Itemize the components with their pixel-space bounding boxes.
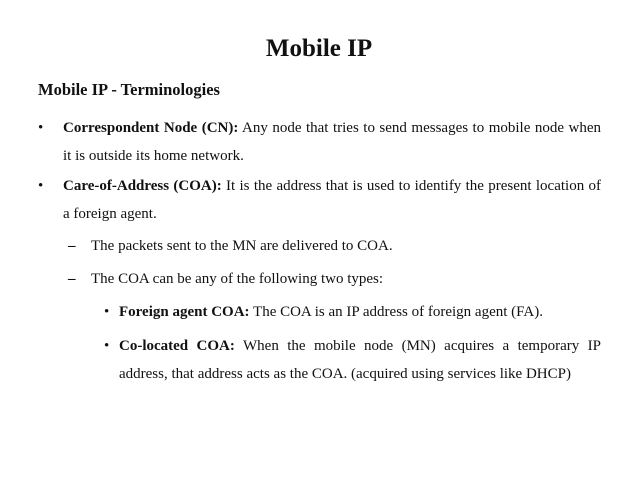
sub-sub-bullet-text (119, 298, 601, 326)
dash-marker: – (68, 271, 76, 287)
sub-sub-bullet-foreign-agent-coa (104, 298, 601, 326)
sub-sub-bullet-text (119, 332, 601, 388)
bullet-marker: • (104, 304, 110, 320)
dash-marker: – (68, 238, 76, 254)
sub-bullet-text: The packets sent to the MN are delivered to COA. (91, 238, 393, 254)
bullet-term: Co-located COA: (119, 338, 235, 354)
sub-bullet-text: The COA can be any of the following two types: (91, 271, 384, 287)
sub-bullet-coa-types (68, 265, 601, 293)
bullet-term: Correspondent Node (CN): (63, 120, 239, 136)
slide-subtitle: Mobile IP - Terminologies (38, 80, 220, 99)
bullet-correspondent-node (38, 114, 601, 170)
bullet-marker: • (104, 338, 110, 354)
bullet-text (63, 172, 601, 228)
slide-title: Mobile IP (265, 35, 373, 62)
bullet-description: When the mobile node (MN) acquires a temporary IP address, that address acts as the COA. (acquired using services like DHCP) (119, 338, 601, 382)
sub-bullet-packets-delivered (68, 232, 601, 260)
bullet-description: Any node that tries to send messages to mobile node when it is outside its home network. (63, 120, 601, 164)
bullet-text (63, 114, 601, 170)
bullet-care-of-address (38, 172, 601, 228)
bullet-term: Care-of-Address (COA): (63, 178, 222, 194)
bullet-marker: • (38, 120, 44, 136)
bullet-description: It is the address that is used to identify the present location of a foreign agent. (63, 178, 602, 222)
sub-sub-bullet-co-located-coa (104, 332, 601, 388)
bullet-term: Foreign agent COA: (119, 304, 250, 320)
bullet-marker: • (38, 178, 44, 194)
bullet-description: The COA is an IP address of foreign agent (FA). (249, 304, 543, 320)
